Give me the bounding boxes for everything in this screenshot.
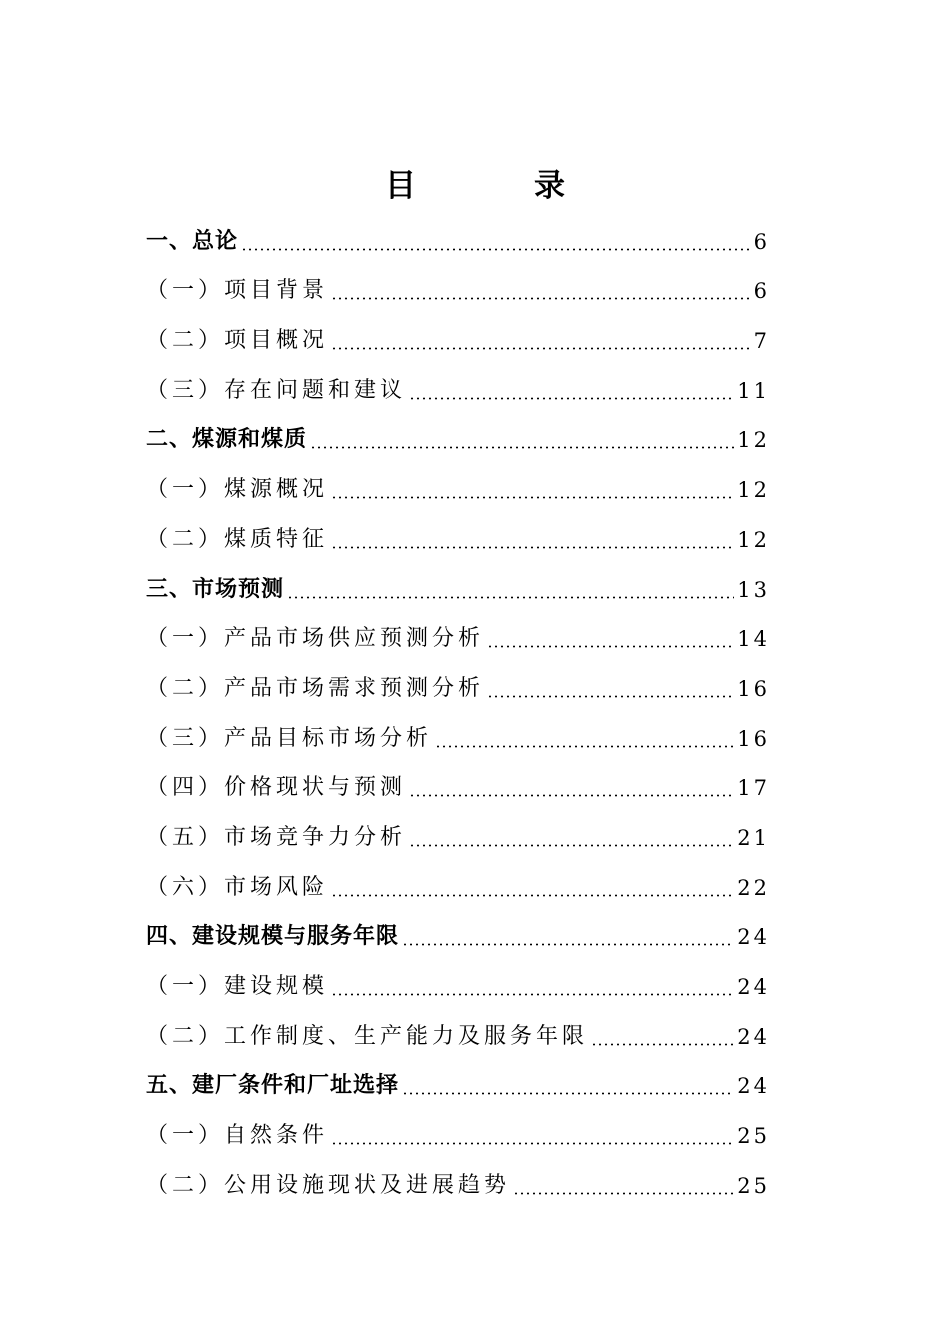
toc-entry-title: （三）产品目标市场分析 [146, 725, 433, 751]
toc-section-entry [146, 1157, 770, 1207]
toc-dot-leader [402, 1092, 734, 1095]
toc-chapter-entry [146, 1058, 770, 1108]
toc-dot-leader [287, 596, 734, 599]
toc-dot-leader [331, 546, 734, 549]
toc-dot-leader [241, 248, 751, 251]
toc-dot-leader [435, 745, 734, 748]
toc-dot-leader [331, 347, 751, 350]
toc-dot-leader [409, 844, 734, 847]
toc-section-entry [146, 859, 770, 909]
toc-entry-title: （二）产品市场需求预测分析 [146, 675, 485, 701]
toc-page-number: 16 [737, 676, 770, 701]
toc-section-entry [146, 710, 770, 760]
toc-page-number: 24 [737, 1024, 770, 1049]
title-char-1: 目 [385, 168, 416, 204]
toc-dot-leader [331, 894, 734, 897]
toc-entry-title: （二）工作制度、生产能力及服务年限 [146, 1023, 589, 1049]
toc-section-entry [146, 1107, 770, 1157]
toc-dot-leader [310, 446, 734, 449]
toc-section-entry [146, 511, 770, 561]
toc-dot-leader [487, 645, 734, 648]
toc-section-entry [146, 263, 770, 313]
toc-page-number: 24 [737, 1074, 770, 1099]
toc-page-number: 11 [737, 378, 770, 403]
toc-page-number: 17 [737, 776, 770, 801]
toc-entry-title: （一）煤源概况 [146, 477, 329, 503]
toc-page-number: 12 [737, 428, 770, 453]
page-title [0, 162, 950, 210]
toc-entry-title: 二、煤源和煤质 [146, 427, 308, 453]
toc-section-entry [146, 660, 770, 710]
toc-page-number: 14 [737, 627, 770, 652]
toc-chapter-entry [146, 412, 770, 462]
toc-section-entry [146, 461, 770, 511]
toc-entry-title: 一、总论 [146, 228, 239, 254]
toc-section-entry [146, 760, 770, 810]
toc-page-number: 6 [753, 279, 770, 304]
toc-dot-leader [331, 496, 734, 499]
toc-section-entry [146, 958, 770, 1008]
toc-dot-leader [409, 397, 734, 400]
toc-entry-title: （一）项目背景 [146, 278, 329, 304]
toc-dot-leader [591, 1043, 734, 1046]
toc-entry-title: （一）自然条件 [146, 1123, 329, 1149]
toc-dot-leader [331, 993, 734, 996]
toc-chapter-entry [146, 909, 770, 959]
toc-page-number: 25 [737, 1124, 770, 1149]
toc-page-number: 12 [737, 478, 770, 503]
toc-entry-title: （四）价格现状与预测 [146, 775, 407, 801]
toc-entry-title: （一）产品市场供应预测分析 [146, 626, 485, 652]
toc-entry-title: （二）煤质特征 [146, 526, 329, 552]
toc-page-number: 21 [737, 825, 770, 850]
toc-page-number: 24 [737, 925, 770, 950]
toc-page-number: 24 [737, 975, 770, 999]
toc-entry-title: （六）市场风险 [146, 874, 329, 900]
table-of-contents [146, 213, 770, 1207]
toc-entry-title: （三）存在问题和建议 [146, 377, 407, 403]
toc-chapter-entry [146, 561, 770, 611]
toc-page-number: 6 [753, 229, 770, 254]
toc-entry-title: 五、建厂条件和厂址选择 [146, 1073, 400, 1099]
toc-page-number: 25 [737, 1173, 770, 1198]
toc-page-number: 16 [737, 726, 770, 751]
toc-section-entry [146, 1008, 770, 1058]
toc-entry-title: （二）项目概况 [146, 328, 329, 354]
toc-section-entry [146, 611, 770, 661]
toc-chapter-entry [146, 213, 770, 263]
toc-dot-leader [402, 943, 734, 946]
toc-dot-leader [513, 1192, 734, 1195]
toc-section-entry [146, 312, 770, 362]
toc-section-entry [146, 809, 770, 859]
title-char-2: 录 [534, 168, 565, 204]
toc-entry-title: 三、市场预测 [146, 576, 285, 602]
toc-dot-leader [331, 297, 751, 300]
toc-page-number: 13 [737, 577, 770, 602]
toc-entry-title: （一）建设规模 [146, 974, 329, 999]
toc-page-number: 7 [753, 329, 770, 354]
toc-section-entry [146, 362, 770, 412]
toc-page-number: 12 [737, 527, 770, 552]
toc-page-number: 22 [737, 875, 770, 900]
toc-dot-leader [487, 695, 734, 698]
toc-dot-leader [409, 794, 734, 797]
toc-entry-title: 四、建设规模与服务年限 [146, 924, 400, 950]
toc-dot-leader [331, 1142, 734, 1145]
toc-entry-title: （五）市场竞争力分析 [146, 824, 407, 850]
toc-entry-title: （二）公用设施现状及进展趋势 [146, 1172, 511, 1198]
